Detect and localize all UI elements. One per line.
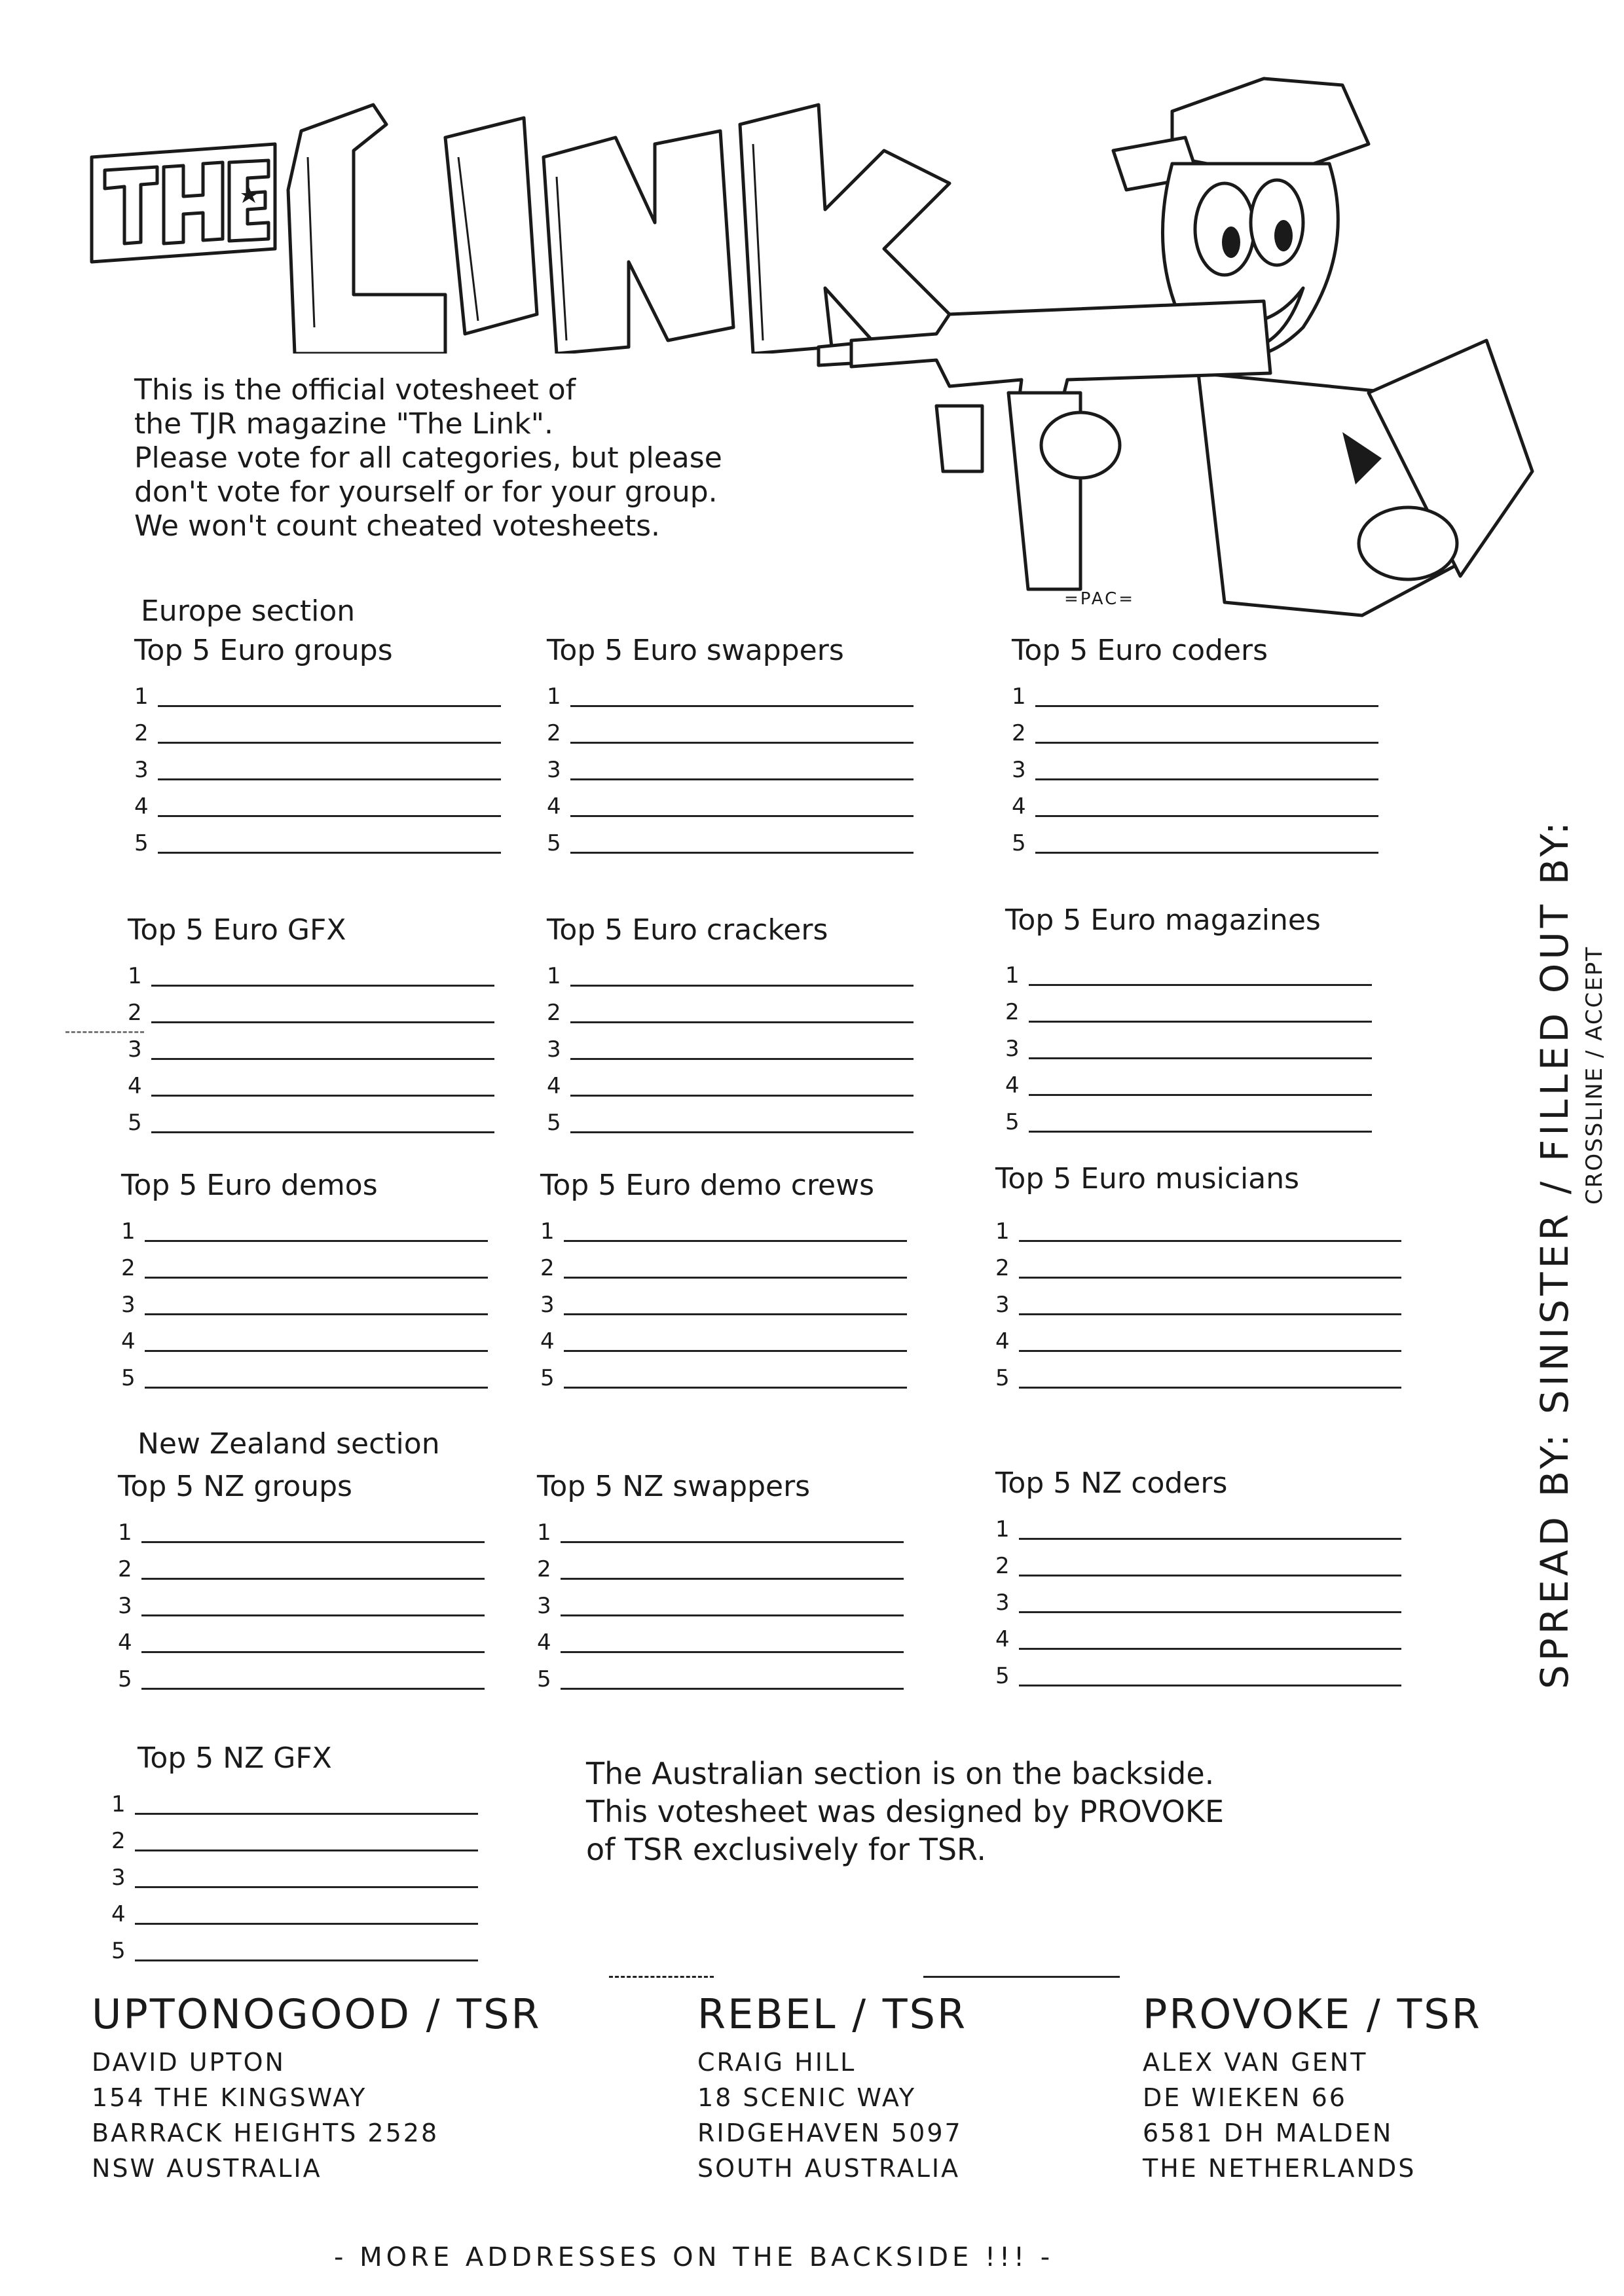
rank-row-2[interactable] bbox=[134, 714, 501, 750]
rank-number: 5 bbox=[540, 1365, 555, 1391]
entry-line[interactable] bbox=[1035, 815, 1378, 817]
rank-number: 5 bbox=[995, 1365, 1010, 1391]
category-title: Top 5 Euro GFX bbox=[128, 913, 346, 947]
entry-line[interactable] bbox=[564, 1313, 907, 1315]
rank-number: 4 bbox=[995, 1328, 1010, 1355]
rank-row-4[interactable] bbox=[118, 1623, 485, 1660]
category-title: Top 5 Euro magazines bbox=[1005, 903, 1321, 937]
rank-number: 4 bbox=[118, 1630, 132, 1656]
entry-line[interactable] bbox=[1035, 778, 1378, 780]
rank-number: 1 bbox=[128, 963, 142, 989]
rank-row-5[interactable] bbox=[111, 1931, 478, 1968]
rank-number: 1 bbox=[995, 1218, 1010, 1245]
rank-row-1[interactable] bbox=[995, 1212, 1401, 1248]
rank-row-2[interactable] bbox=[540, 1248, 907, 1285]
rank-list bbox=[121, 1212, 488, 1395]
intro-line: the TJR magazine "The Link". bbox=[134, 407, 553, 441]
rank-number: 1 bbox=[547, 963, 561, 989]
rank-list bbox=[111, 1785, 478, 1968]
contact-line: RIDGEHAVEN 5097 bbox=[697, 2119, 963, 2147]
contact-line: 6581 DH MALDEN bbox=[1143, 2119, 1393, 2147]
entry-line[interactable] bbox=[158, 705, 501, 707]
category-nz-groups bbox=[118, 1470, 485, 1696]
entry-line[interactable] bbox=[1029, 1021, 1372, 1023]
rank-list bbox=[1012, 677, 1378, 860]
rank-number: 4 bbox=[547, 1073, 561, 1099]
rank-number: 2 bbox=[537, 1556, 551, 1582]
category-euro-magazines bbox=[1005, 903, 1411, 1139]
rank-row-2[interactable] bbox=[537, 1550, 904, 1586]
entry-line[interactable] bbox=[561, 1688, 904, 1690]
designer-note bbox=[586, 1755, 1224, 1868]
rank-row-2[interactable] bbox=[547, 714, 913, 750]
entry-line[interactable] bbox=[1035, 705, 1378, 707]
entry-line[interactable] bbox=[1029, 1131, 1372, 1133]
entry-line[interactable] bbox=[135, 1886, 478, 1888]
entry-line[interactable] bbox=[564, 1277, 907, 1279]
entry-line[interactable] bbox=[570, 1058, 913, 1060]
category-nz-gfx bbox=[111, 1741, 478, 1968]
note-line: This votesheet was designed by PROVOKE bbox=[586, 1794, 1225, 1829]
rank-row-1[interactable] bbox=[1005, 956, 1372, 993]
rank-number: 1 bbox=[540, 1218, 555, 1245]
category-title: Top 5 Euro groups bbox=[134, 634, 393, 667]
entry-line[interactable] bbox=[570, 985, 913, 987]
category-euro-demo-crews bbox=[540, 1169, 907, 1395]
entry-line[interactable] bbox=[1019, 1313, 1401, 1315]
rank-row-4[interactable] bbox=[1005, 1066, 1372, 1102]
entry-line[interactable] bbox=[561, 1541, 904, 1543]
rank-row-1[interactable] bbox=[537, 1513, 904, 1550]
rank-row-3[interactable] bbox=[547, 1030, 913, 1066]
intro-paragraph bbox=[134, 373, 1038, 543]
rank-number: 3 bbox=[134, 757, 149, 783]
rank-row-3[interactable] bbox=[128, 1030, 494, 1066]
rank-row-1[interactable] bbox=[995, 1510, 1401, 1546]
rank-number: 4 bbox=[121, 1328, 136, 1355]
rank-number: 1 bbox=[111, 1791, 126, 1817]
rank-row-5[interactable] bbox=[1005, 1102, 1372, 1139]
rank-row-1[interactable] bbox=[1012, 677, 1378, 714]
entry-line[interactable] bbox=[570, 705, 913, 707]
entry-line[interactable] bbox=[1019, 1648, 1401, 1650]
category-euro-coders bbox=[1012, 634, 1378, 860]
rank-list bbox=[995, 1212, 1401, 1395]
entry-line[interactable] bbox=[1019, 1575, 1401, 1576]
rank-row-2[interactable] bbox=[995, 1248, 1401, 1285]
entry-line[interactable] bbox=[561, 1578, 904, 1580]
europe-section-title: Europe section bbox=[141, 594, 356, 628]
filled-out-by-value: CROSSLINE / ACCEPT bbox=[1581, 945, 1608, 1205]
rank-number: 3 bbox=[1005, 1036, 1020, 1062]
rank-number: 5 bbox=[547, 1110, 561, 1136]
intro-line: Please vote for all categories, but please bbox=[134, 441, 722, 475]
rank-number: 1 bbox=[134, 683, 149, 710]
entry-line[interactable] bbox=[1029, 1094, 1372, 1096]
rank-number: 3 bbox=[128, 1036, 142, 1063]
rank-row-5[interactable] bbox=[995, 1358, 1401, 1395]
rank-list bbox=[537, 1513, 904, 1696]
rank-row-4[interactable] bbox=[540, 1322, 907, 1358]
entry-line[interactable] bbox=[1029, 984, 1372, 986]
contact-line: SOUTH AUSTRALIA bbox=[697, 2154, 961, 2183]
rank-row-4[interactable] bbox=[537, 1623, 904, 1660]
rank-row-3[interactable] bbox=[118, 1586, 485, 1623]
rank-number: 1 bbox=[121, 1218, 136, 1245]
rank-row-4[interactable] bbox=[128, 1066, 494, 1103]
rank-list bbox=[1005, 956, 1372, 1139]
rank-row-1[interactable] bbox=[547, 957, 913, 993]
entry-line[interactable] bbox=[570, 742, 913, 744]
category-title: Top 5 Euro coders bbox=[1012, 634, 1268, 667]
category-title: Top 5 Euro demos bbox=[121, 1169, 378, 1202]
rank-number: 3 bbox=[1012, 757, 1026, 783]
rank-number: 3 bbox=[118, 1593, 132, 1619]
entry-line[interactable] bbox=[570, 1021, 913, 1023]
rank-number: 2 bbox=[121, 1255, 136, 1281]
rank-row-2[interactable] bbox=[128, 993, 494, 1030]
rank-row-1[interactable] bbox=[121, 1212, 488, 1248]
entry-line[interactable] bbox=[151, 1021, 494, 1023]
rank-number: 2 bbox=[134, 720, 149, 746]
rank-number: 2 bbox=[540, 1255, 555, 1281]
rank-number: 5 bbox=[995, 1663, 1010, 1689]
entry-line[interactable] bbox=[141, 1688, 485, 1690]
category-title: Top 5 Euro crackers bbox=[547, 913, 828, 947]
entry-line[interactable] bbox=[158, 852, 501, 854]
entry-line[interactable] bbox=[151, 1095, 494, 1097]
category-title: Top 5 NZ coders bbox=[995, 1467, 1228, 1500]
entry-line[interactable] bbox=[570, 1095, 913, 1097]
divider-line bbox=[923, 1976, 1120, 1978]
rank-number: 3 bbox=[540, 1292, 555, 1318]
rank-row-5[interactable] bbox=[540, 1358, 907, 1395]
rank-number: 2 bbox=[995, 1553, 1010, 1579]
rank-number: 5 bbox=[1012, 830, 1026, 856]
rank-row-2[interactable] bbox=[118, 1550, 485, 1586]
spread-by-label: SPREAD BY: SINISTER / FILLED OUT BY: bbox=[1532, 818, 1577, 1689]
rank-row-3[interactable] bbox=[540, 1285, 907, 1322]
rank-number: 3 bbox=[547, 1036, 561, 1063]
rank-number: 4 bbox=[128, 1073, 142, 1099]
note-line: of TSR exclusively for TSR. bbox=[586, 1832, 986, 1867]
rank-row-1[interactable] bbox=[547, 677, 913, 714]
intro-line: This is the official votesheet of bbox=[134, 373, 576, 407]
rank-row-2[interactable] bbox=[111, 1821, 478, 1858]
rank-list bbox=[118, 1513, 485, 1696]
rank-row-1[interactable] bbox=[540, 1212, 907, 1248]
rank-number: 4 bbox=[537, 1630, 551, 1656]
category-title: Top 5 NZ groups bbox=[118, 1470, 352, 1503]
entry-line[interactable] bbox=[561, 1614, 904, 1616]
rank-list bbox=[134, 677, 501, 860]
rank-row-1[interactable] bbox=[118, 1513, 485, 1550]
rank-number: 2 bbox=[547, 1000, 561, 1026]
rank-number: 5 bbox=[537, 1666, 551, 1692]
rank-row-4[interactable] bbox=[995, 1322, 1401, 1358]
rank-row-4[interactable] bbox=[1012, 787, 1378, 824]
entry-line[interactable] bbox=[145, 1240, 488, 1242]
rank-number: 2 bbox=[1005, 999, 1020, 1025]
gunman-cartoon-icon bbox=[805, 65, 1545, 629]
category-title: Top 5 Euro demo crews bbox=[540, 1169, 874, 1202]
entry-line[interactable] bbox=[570, 852, 913, 854]
entry-line[interactable] bbox=[141, 1578, 485, 1580]
contact-rebel bbox=[697, 1990, 967, 2186]
entry-line[interactable] bbox=[145, 1387, 488, 1389]
artist-signature: =PAC= bbox=[1064, 589, 1135, 609]
contact-line: 18 SCENIC WAY bbox=[697, 2083, 917, 2112]
entry-line[interactable] bbox=[570, 815, 913, 817]
rank-number: 2 bbox=[128, 1000, 142, 1026]
entry-line[interactable] bbox=[145, 1350, 488, 1352]
entry-line[interactable] bbox=[1029, 1057, 1372, 1059]
contact-line: THE NETHERLANDS bbox=[1143, 2154, 1416, 2183]
rank-number: 2 bbox=[995, 1255, 1010, 1281]
rank-number: 2 bbox=[111, 1828, 126, 1854]
category-title: Top 5 NZ swappers bbox=[537, 1470, 811, 1503]
entry-line[interactable] bbox=[135, 1813, 478, 1815]
rank-number: 4 bbox=[995, 1626, 1010, 1652]
entry-line[interactable] bbox=[158, 742, 501, 744]
rank-row-4[interactable] bbox=[995, 1620, 1401, 1656]
rank-row-3[interactable] bbox=[547, 750, 913, 787]
contact-name: UPTONOGOOD / TSR bbox=[92, 1990, 542, 2038]
rank-number: 3 bbox=[995, 1590, 1010, 1616]
rank-number: 3 bbox=[121, 1292, 136, 1318]
entry-line[interactable] bbox=[1019, 1387, 1401, 1389]
rank-number: 1 bbox=[1012, 683, 1026, 710]
contact-uptonogood bbox=[92, 1990, 542, 2186]
rank-row-3[interactable] bbox=[995, 1583, 1401, 1620]
entry-line[interactable] bbox=[570, 1131, 913, 1133]
rank-row-5[interactable] bbox=[537, 1660, 904, 1696]
rank-number: 1 bbox=[995, 1516, 1010, 1542]
rank-number: 1 bbox=[118, 1520, 132, 1546]
mascot-illustration bbox=[805, 65, 1545, 629]
rank-list bbox=[547, 957, 913, 1140]
rank-row-3[interactable] bbox=[995, 1285, 1401, 1322]
rank-row-4[interactable] bbox=[547, 787, 913, 824]
rank-number: 5 bbox=[134, 830, 149, 856]
rank-number: 2 bbox=[547, 720, 561, 746]
entry-line[interactable] bbox=[1019, 1277, 1401, 1279]
intro-line: We won't count cheated votesheets. bbox=[134, 509, 660, 543]
rank-row-5[interactable] bbox=[1012, 824, 1378, 860]
entry-line[interactable] bbox=[145, 1313, 488, 1315]
rank-row-1[interactable] bbox=[111, 1785, 478, 1821]
rank-row-2[interactable] bbox=[1005, 993, 1372, 1029]
entry-line[interactable] bbox=[151, 1131, 494, 1133]
entry-line[interactable] bbox=[561, 1651, 904, 1653]
rank-row-4[interactable] bbox=[547, 1066, 913, 1103]
rank-row-5[interactable] bbox=[128, 1103, 494, 1140]
rank-number: 1 bbox=[1005, 962, 1020, 989]
category-title: Top 5 Euro swappers bbox=[547, 634, 844, 667]
category-euro-musicians bbox=[995, 1162, 1414, 1395]
entry-line[interactable] bbox=[141, 1541, 485, 1543]
rank-number: 3 bbox=[547, 757, 561, 783]
rank-number: 5 bbox=[121, 1365, 136, 1391]
rank-number: 5 bbox=[1005, 1109, 1020, 1135]
rank-number: 2 bbox=[118, 1556, 132, 1582]
entry-line[interactable] bbox=[151, 1058, 494, 1060]
entry-line[interactable] bbox=[151, 985, 494, 987]
entry-line[interactable] bbox=[1035, 742, 1378, 744]
rank-number: 3 bbox=[537, 1593, 551, 1619]
entry-line[interactable] bbox=[1019, 1685, 1401, 1686]
rank-number: 5 bbox=[111, 1938, 126, 1964]
contact-line: CRAIG HILL bbox=[697, 2048, 857, 2077]
rank-row-5[interactable] bbox=[995, 1656, 1401, 1693]
rank-number: 3 bbox=[111, 1865, 126, 1891]
entry-line[interactable] bbox=[1019, 1350, 1401, 1352]
category-nz-swappers bbox=[537, 1470, 904, 1696]
rank-row-2[interactable] bbox=[547, 993, 913, 1030]
entry-line[interactable] bbox=[564, 1240, 907, 1242]
rank-number: 3 bbox=[995, 1292, 1010, 1318]
rank-row-2[interactable] bbox=[1012, 714, 1378, 750]
rank-row-3[interactable] bbox=[1012, 750, 1378, 787]
rank-row-5[interactable] bbox=[547, 1103, 913, 1140]
category-title: Top 5 Euro musicians bbox=[995, 1162, 1300, 1195]
rank-number: 4 bbox=[134, 793, 149, 820]
rank-row-3[interactable] bbox=[111, 1858, 478, 1895]
fold-mark bbox=[65, 1031, 144, 1033]
rank-row-3[interactable] bbox=[121, 1285, 488, 1322]
rank-number: 2 bbox=[1012, 720, 1026, 746]
rank-number: 4 bbox=[111, 1901, 126, 1927]
contact-provoke bbox=[1143, 1990, 1482, 2186]
entry-line[interactable] bbox=[1019, 1538, 1401, 1540]
rank-list bbox=[547, 677, 913, 860]
entry-line[interactable] bbox=[564, 1350, 907, 1352]
rank-number: 5 bbox=[128, 1110, 142, 1136]
rank-number: 4 bbox=[1005, 1072, 1020, 1099]
rank-number: 4 bbox=[540, 1328, 555, 1355]
rank-row-3[interactable] bbox=[1005, 1029, 1372, 1066]
category-euro-demos bbox=[121, 1169, 488, 1395]
entry-line[interactable] bbox=[135, 1850, 478, 1851]
entry-line[interactable] bbox=[1019, 1240, 1401, 1242]
rank-row-5[interactable] bbox=[121, 1358, 488, 1395]
rank-row-4[interactable] bbox=[111, 1895, 478, 1931]
entry-line[interactable] bbox=[564, 1387, 907, 1389]
entry-line[interactable] bbox=[158, 778, 501, 780]
rank-list bbox=[995, 1510, 1401, 1693]
category-euro-swappers bbox=[547, 634, 913, 860]
rank-row-5[interactable] bbox=[134, 824, 501, 860]
category-euro-groups bbox=[134, 634, 501, 860]
rank-list bbox=[540, 1212, 907, 1395]
intro-line: don't vote for yourself or for your group. bbox=[134, 475, 718, 509]
rank-row-2[interactable] bbox=[121, 1248, 488, 1285]
entry-line[interactable] bbox=[145, 1277, 488, 1279]
rank-row-5[interactable] bbox=[118, 1660, 485, 1696]
entry-line[interactable] bbox=[1019, 1611, 1401, 1613]
rank-row-4[interactable] bbox=[134, 787, 501, 824]
entry-line[interactable] bbox=[135, 1923, 478, 1925]
rank-row-3[interactable] bbox=[537, 1586, 904, 1623]
rank-number: 1 bbox=[537, 1520, 551, 1546]
contact-name: REBEL / TSR bbox=[697, 1990, 968, 2038]
entry-line[interactable] bbox=[141, 1651, 485, 1653]
entry-line[interactable] bbox=[1035, 852, 1378, 854]
entry-line[interactable] bbox=[570, 778, 913, 780]
contact-line: ALEX VAN GENT bbox=[1143, 2048, 1368, 2077]
rank-row-1[interactable] bbox=[128, 957, 494, 993]
contact-line: NSW AUSTRALIA bbox=[92, 2154, 322, 2183]
category-title: Top 5 NZ GFX bbox=[138, 1741, 332, 1775]
contact-name: PROVOKE / TSR bbox=[1143, 1990, 1482, 2038]
rank-row-5[interactable] bbox=[547, 824, 913, 860]
rank-number: 4 bbox=[547, 793, 561, 820]
contact-line: DE WIEKEN 66 bbox=[1143, 2083, 1347, 2112]
rank-row-3[interactable] bbox=[134, 750, 501, 787]
rank-number: 4 bbox=[1012, 793, 1026, 820]
rank-row-4[interactable] bbox=[121, 1322, 488, 1358]
entry-line[interactable] bbox=[158, 815, 501, 817]
nz-section-title: New Zealand section bbox=[138, 1427, 440, 1461]
note-line: The Australian section is on the backside. bbox=[586, 1756, 1215, 1791]
category-euro-crackers bbox=[547, 913, 913, 1140]
rank-list bbox=[128, 957, 494, 1140]
entry-line[interactable] bbox=[135, 1959, 478, 1961]
rank-number: 5 bbox=[118, 1666, 132, 1692]
contact-line: DAVID UPTON bbox=[92, 2048, 286, 2077]
rank-number: 5 bbox=[547, 830, 561, 856]
category-euro-gfx bbox=[128, 913, 494, 1140]
category-nz-coders bbox=[995, 1467, 1414, 1693]
divider-dash bbox=[609, 1976, 714, 1978]
contact-line: 154 THE KINGSWAY bbox=[92, 2083, 367, 2112]
contact-line: BARRACK HEIGHTS 2528 bbox=[92, 2119, 439, 2147]
footer-note: - MORE ADDRESSES ON THE BACKSIDE !!! - bbox=[334, 2242, 1054, 2272]
rank-row-2[interactable] bbox=[995, 1546, 1401, 1583]
rank-number: 1 bbox=[547, 683, 561, 710]
entry-line[interactable] bbox=[141, 1614, 485, 1616]
rank-row-1[interactable] bbox=[134, 677, 501, 714]
